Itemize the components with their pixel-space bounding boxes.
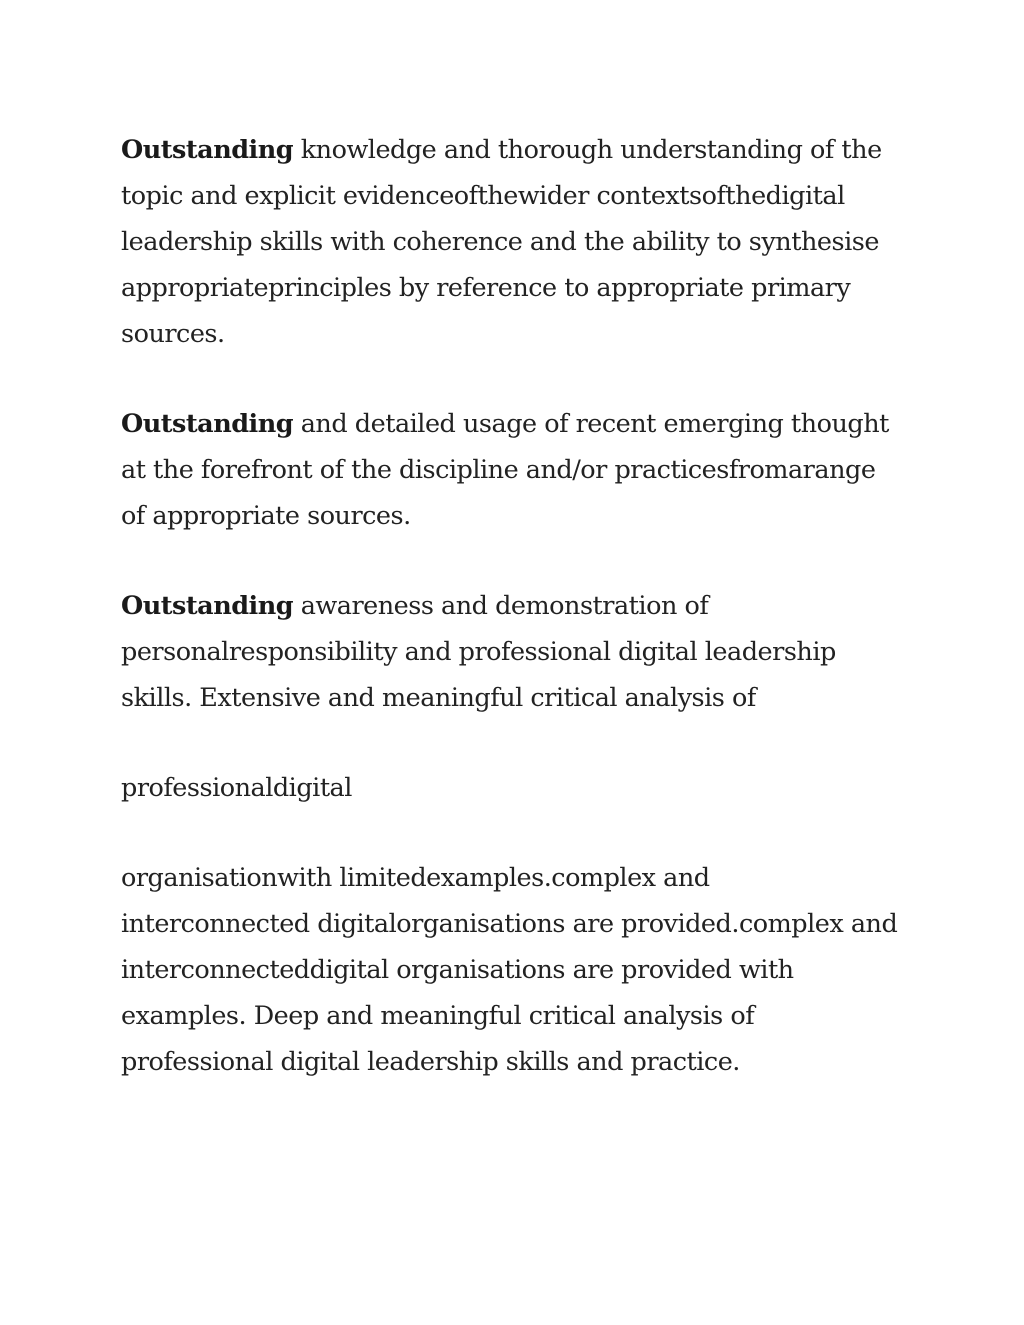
paragraph-lead-word: Outstanding <box>121 591 294 621</box>
paragraph-line: leadership skills with coherence and the ability to synthesise <box>121 227 879 257</box>
paragraph-line: personalresponsibility and professional digital leadership <box>121 637 836 667</box>
paragraph-line: appropriateprinciples by reference to appropriate primary <box>121 273 851 303</box>
paragraph-line: professionaldigital <box>121 773 352 803</box>
paragraph-professionaldigital <box>121 765 911 811</box>
paragraph-organisation <box>121 855 911 1085</box>
paragraph-line: interconnecteddigital organisations are provided with <box>121 955 794 985</box>
paragraph-line: Outstanding awareness and demonstration of <box>121 591 709 621</box>
paragraph-line: topic and explicit evidenceofthewider contextsofthedigital <box>121 181 845 211</box>
document-body <box>121 127 911 1129</box>
paragraph-line: at the forefront of the discipline and/or practicesfromarange <box>121 455 876 485</box>
paragraph-lead-word: Outstanding <box>121 409 294 439</box>
paragraph-line: Outstanding and detailed usage of recent emerging thought <box>121 409 889 439</box>
paragraph-lead-word: Outstanding <box>121 135 294 165</box>
paragraph-line: organisationwith limitedexamples.complex and <box>121 863 710 893</box>
paragraph-usage <box>121 401 911 539</box>
paragraph-awareness <box>121 583 911 721</box>
paragraph-line: examples. Deep and meaningful critical analysis of <box>121 1001 755 1031</box>
paragraph-line: Outstanding knowledge and thorough understanding of the <box>121 135 882 165</box>
paragraph-line: skills. Extensive and meaningful critical analysis of <box>121 683 756 713</box>
paragraph-line: of appropriate sources. <box>121 501 411 531</box>
paragraph-line: sources. <box>121 319 225 349</box>
paragraph-line: interconnected digitalorganisations are provided.complex and <box>121 909 898 939</box>
paragraph-knowledge <box>121 127 911 357</box>
paragraph-line: professional digital leadership skills and practice. <box>121 1047 740 1077</box>
